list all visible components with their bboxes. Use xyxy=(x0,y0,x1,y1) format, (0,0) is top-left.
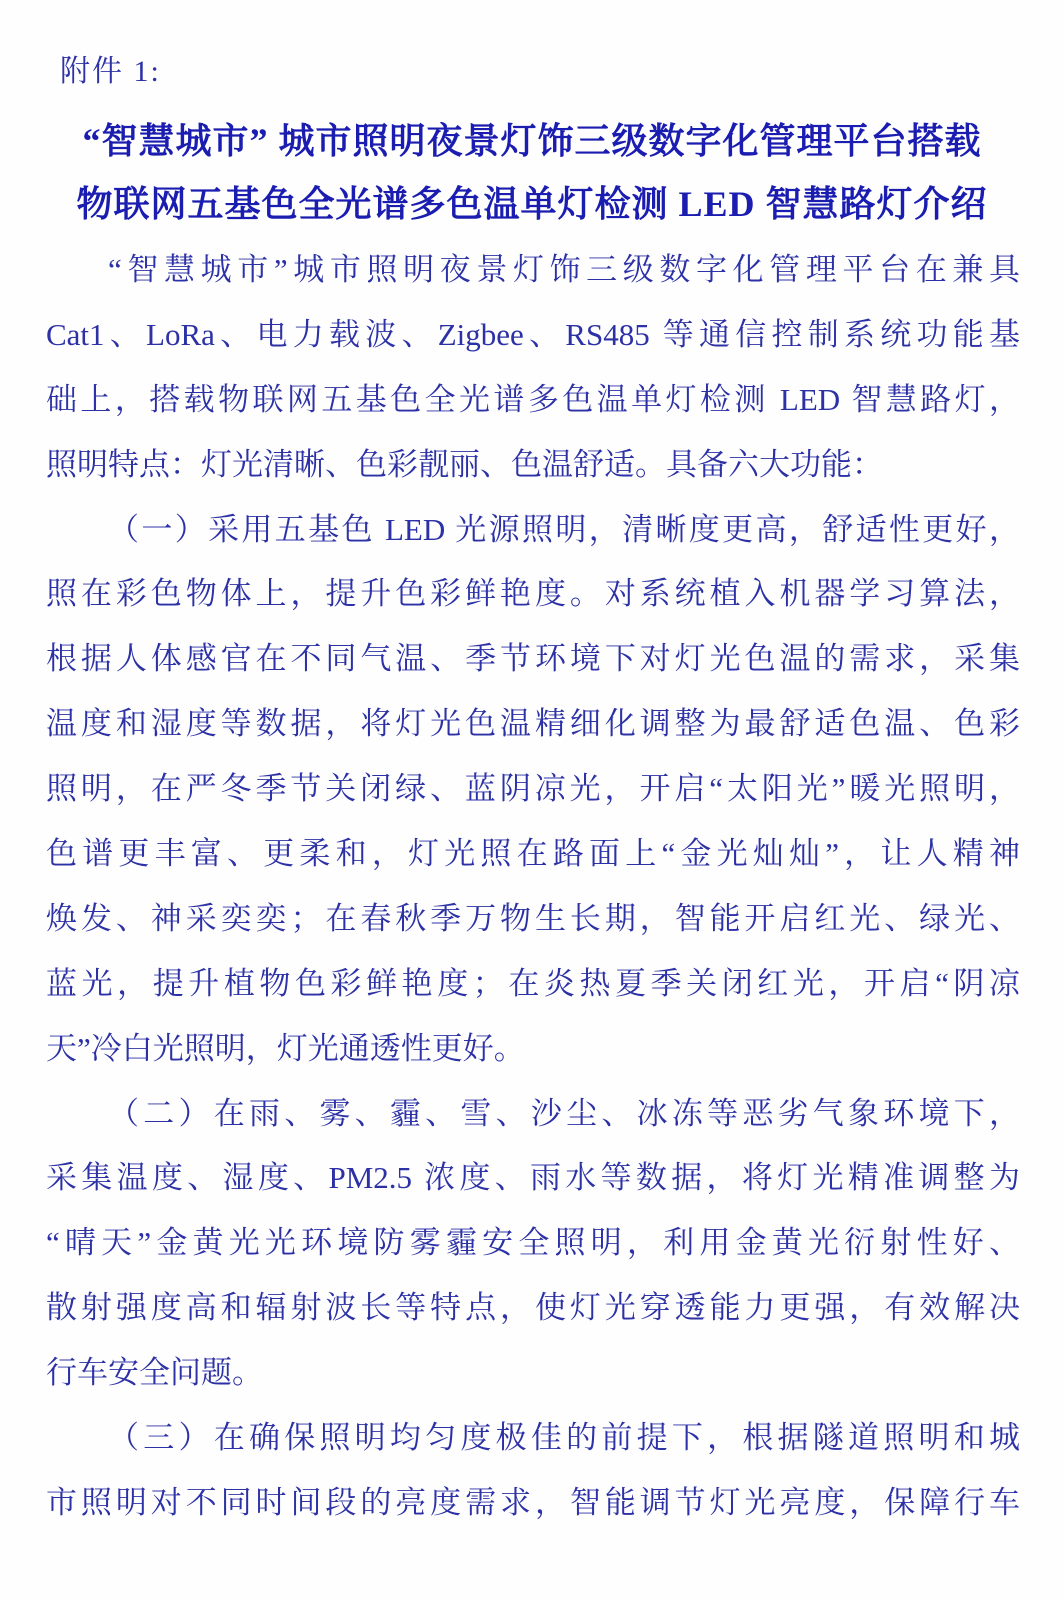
text-line: 市照明对不同时间段的亮度需求，智能调节灯光亮度，保障行车 xyxy=(46,1484,1020,1520)
text-line: 温度和湿度等数据，将灯光色温精细化调整为最舒适色温、色彩 xyxy=(46,706,1020,742)
title-line-2: 物联网五基色全光谱多色温单灯检测 LED 智慧路灯介绍 xyxy=(76,184,988,224)
text-line: （二）在雨、雾、霾、雪、沙尘、冰冻等恶劣气象环境下， xyxy=(108,1095,1020,1131)
document-title xyxy=(30,110,1034,236)
text-line: Cat1、LoRa、电力载波、Zigbee、RS485 等通信控制系统功能基 xyxy=(46,316,1020,352)
text-line: 散射强度高和辐射波长等特点，使灯光穿透能力更强，有效解决 xyxy=(46,1290,1020,1326)
paragraph-3 xyxy=(46,1082,1020,1406)
document-body xyxy=(0,238,1064,1536)
text-line: 照明，在严冬季节关闭绿、蓝阴凉光，开启“太阳光”暖光照明， xyxy=(46,771,1020,807)
text-line: 天”冷白光照明，灯光通透性更好。 xyxy=(46,1030,525,1066)
paragraph-1 xyxy=(46,238,1020,498)
text-line: 根据人体感官在不同气温、季节环境下对灯光色温的需求，采集 xyxy=(46,641,1020,677)
text-line: “智慧城市”城市照明夜景灯饰三级数字化管理平台在兼具 xyxy=(108,252,1020,287)
text-line: （一）采用五基色 LED 光源照明，清晰度更高，舒适性更好， xyxy=(108,511,1020,547)
text-line: 焕发、神采奕奕；在春秋季万物生长期，智能开启红光、绿光、 xyxy=(46,900,1020,936)
text-line: （三）在确保照明均匀度极佳的前提下，根据隧道照明和城 xyxy=(108,1420,1020,1456)
text-line: 采集温度、湿度、PM2.5 浓度、雨水等数据，将灯光精准调整为 xyxy=(46,1160,1020,1196)
text-line: 照明特点：灯光清晰、色彩靓丽、色温舒适。具备六大功能： xyxy=(46,446,883,482)
text-line: “晴天”金黄光光环境防雾霾安全照明，利用金黄光衍射性好、 xyxy=(46,1225,1020,1261)
title-line-1: “智慧城市” 城市照明夜景灯饰三级数字化管理平台搭载 xyxy=(82,121,982,161)
text-line: 色谱更丰富、更柔和，灯光照在路面上“金光灿灿”，让人精神 xyxy=(46,836,1020,872)
text-line: 行车安全问题。 xyxy=(46,1355,263,1391)
paragraph-4 xyxy=(46,1406,1020,1536)
text-line: 照在彩色物体上，提升色彩鲜艳度。对系统植入机器学习算法， xyxy=(46,576,1020,612)
text-line: 础上，搭载物联网五基色全光谱多色温单灯检测 LED 智慧路灯， xyxy=(46,381,1020,417)
paragraph-2 xyxy=(46,498,1020,1082)
text-line: 蓝光，提升植物色彩鲜艳度；在炎热夏季关闭红光，开启“阴凉 xyxy=(46,965,1020,1001)
attachment-label: 附件 1: xyxy=(60,55,161,88)
